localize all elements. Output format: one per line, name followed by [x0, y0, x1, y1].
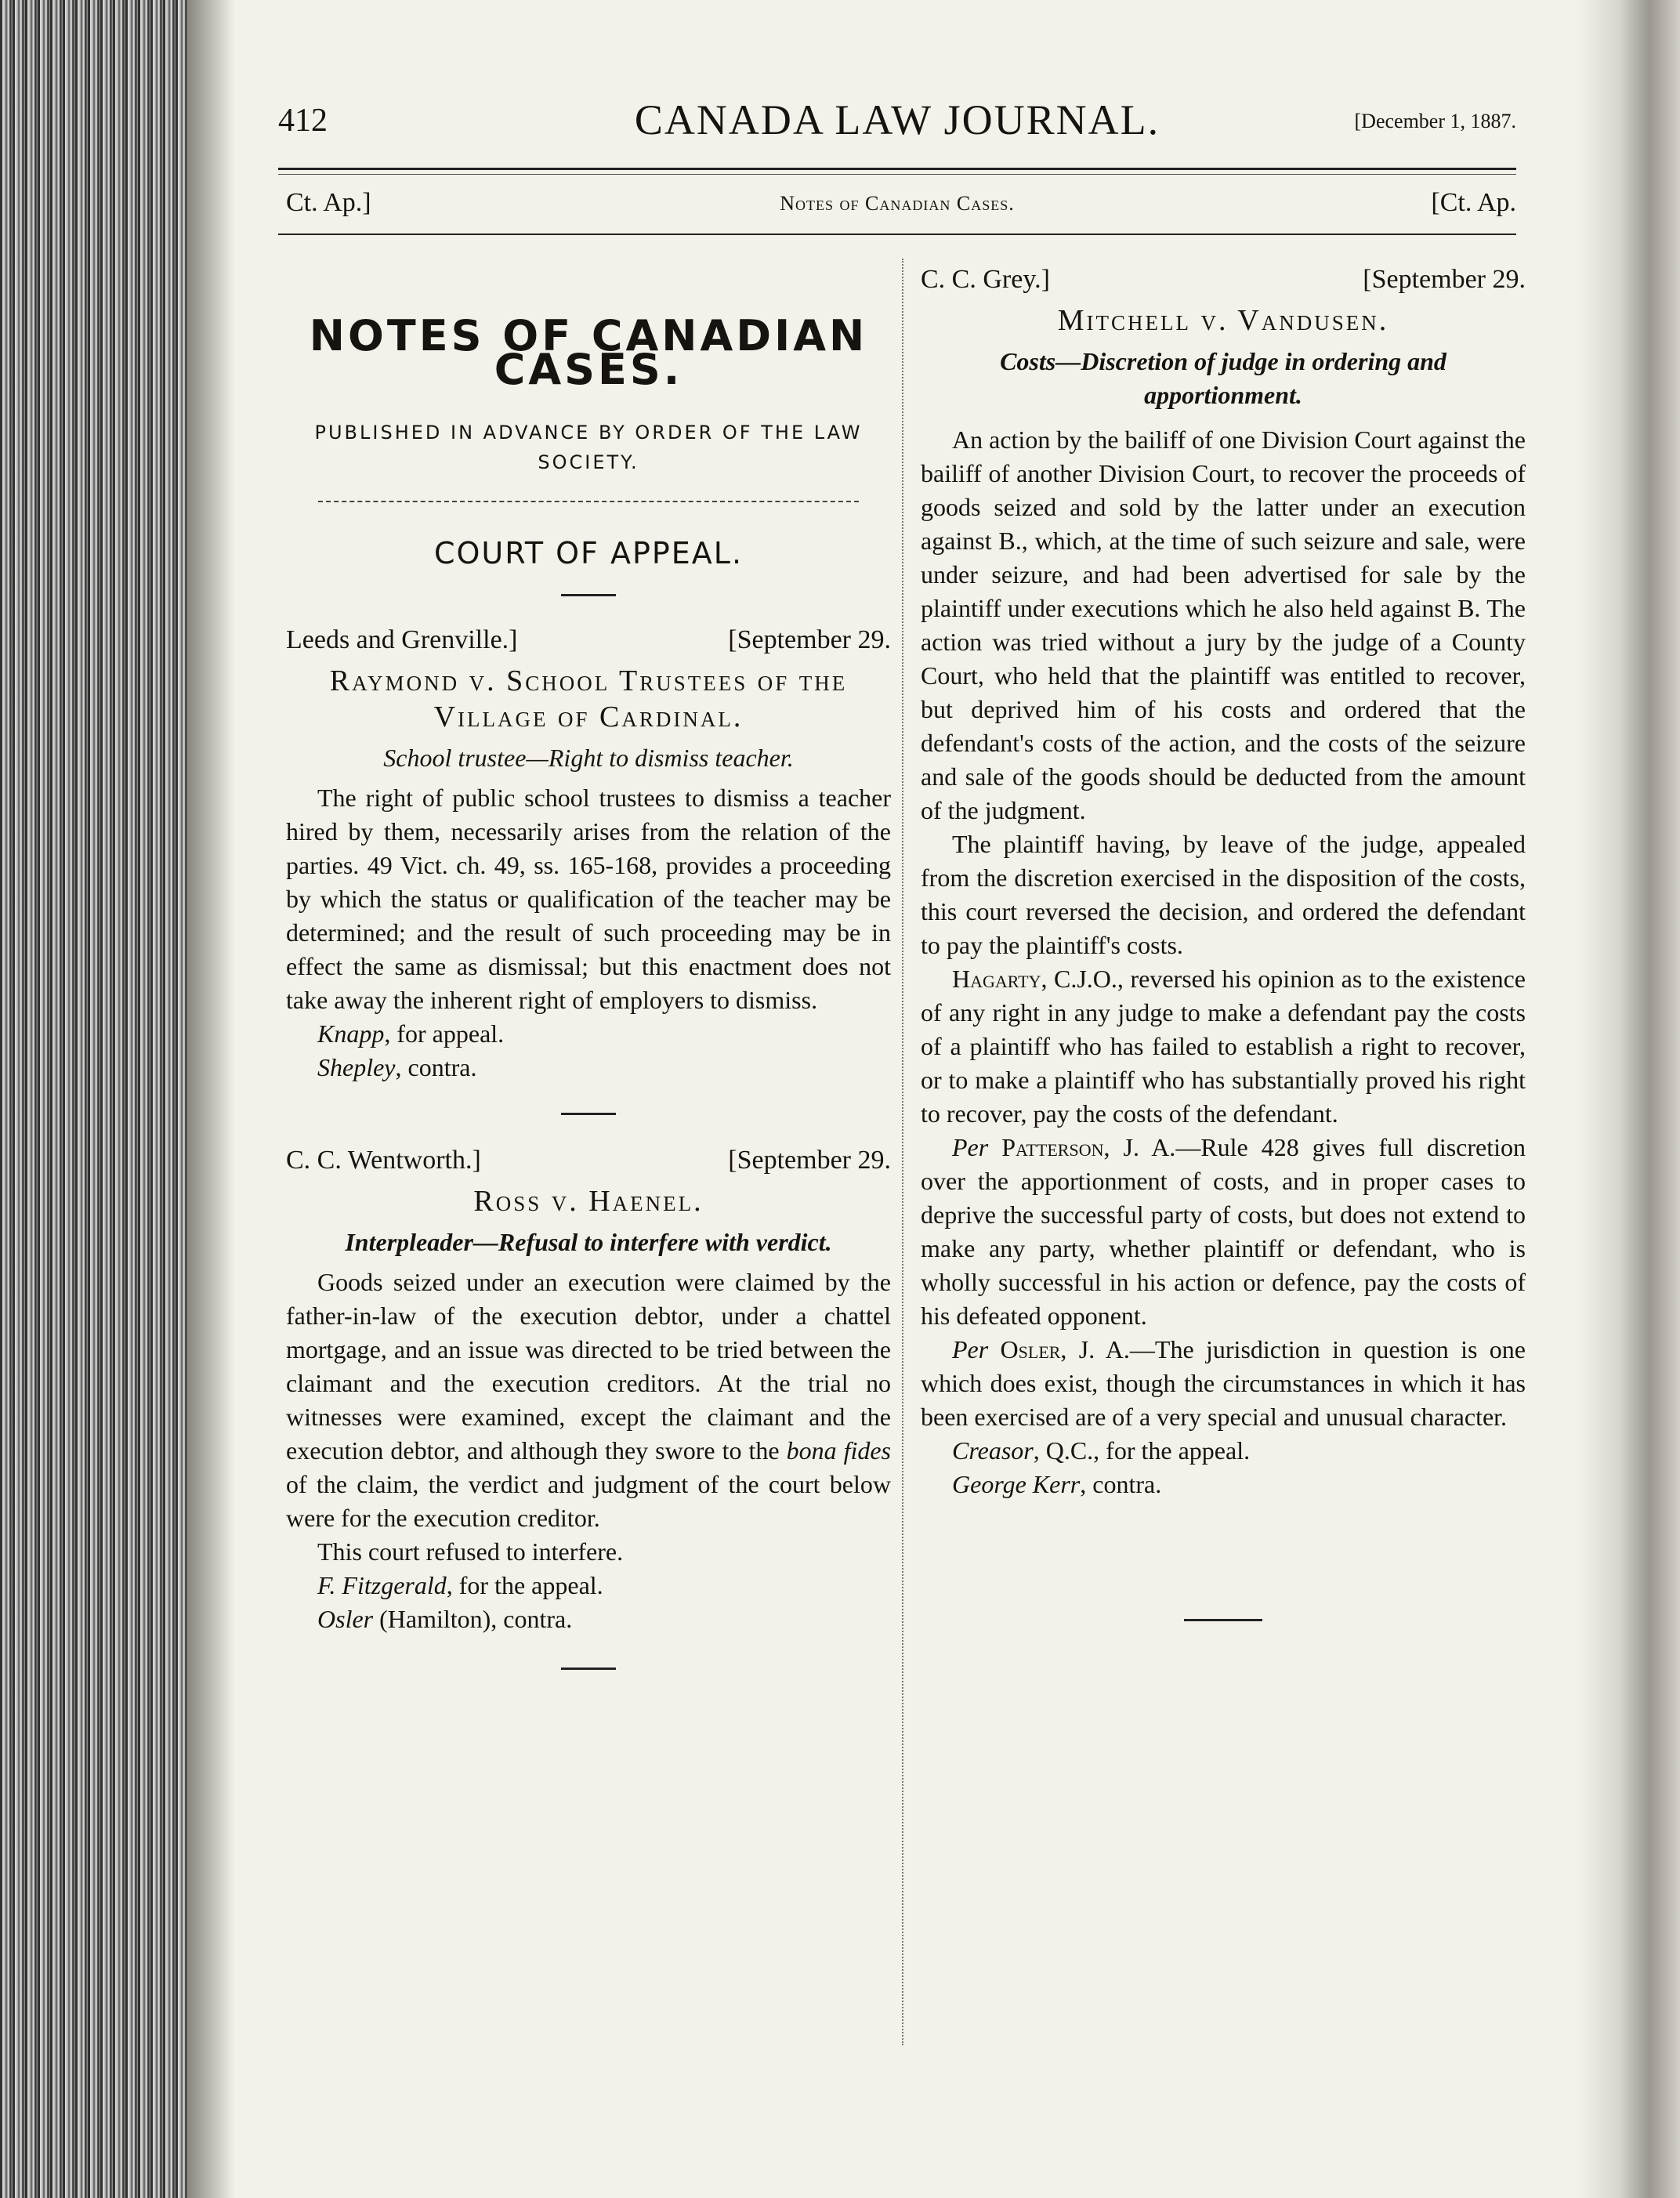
case-date: [September 29.	[1363, 265, 1526, 294]
counsel-role: , Q.C., for the appeal.	[1033, 1436, 1251, 1465]
running-head-right: [Ct. Ap.	[1431, 188, 1516, 217]
judge-name: Hagarty, C.J.O.	[952, 965, 1117, 993]
case-ross	[286, 1143, 891, 1636]
book-binding-edge	[0, 0, 188, 2198]
case-subject: Interpleader—Refusal to interfere with verdict.	[345, 1228, 832, 1256]
case-para-3	[921, 962, 1526, 1131]
judge-name: Osler, J. A.	[988, 1335, 1130, 1363]
page-number: 412	[278, 103, 328, 139]
published-note: PUBLISHED IN ADVANCE BY ORDER OF THE LAW SOCIETY.	[314, 422, 863, 473]
counsel-role: , for the appeal.	[446, 1571, 603, 1599]
court-heading: COURT OF APPEAL.	[433, 536, 744, 570]
case-venue: C. C. Grey.]	[921, 265, 1050, 294]
running-head-rule	[278, 234, 1516, 235]
header-rule-thick	[278, 168, 1516, 170]
case-body-b: of the claim, the verdict and judgment of the court below were for the execution creditor.	[286, 1470, 891, 1532]
per-label: Per	[952, 1335, 989, 1363]
counsel-name: Osler	[317, 1605, 374, 1633]
right-column	[921, 263, 1526, 1621]
case-body-italic: bona fides	[786, 1436, 892, 1465]
counsel-line	[317, 1017, 891, 1051]
counsel-role: , for appeal.	[384, 1019, 505, 1048]
counsel-name: Knapp	[317, 1019, 385, 1048]
counsel-line	[317, 1569, 891, 1602]
case-venue-row	[286, 1143, 891, 1177]
short-rule	[561, 1113, 616, 1115]
case-title: Raymond v. School Trustees of the Village of Cardinal.	[329, 664, 848, 733]
case-subject: Costs—Discretion of judge in ordering and apportionment.	[1000, 347, 1446, 409]
journal-title: CANADA LAW JOURNAL.	[634, 96, 1160, 143]
counsel-role: , contra.	[395, 1053, 477, 1081]
short-rule	[561, 594, 616, 596]
para-text: —Rule 428 gives full discretion over the apportionment of costs, and in proper cases to deprive the successful party of costs, but does not extend to make any party, whether plaintiff or defendant, who is wholly successful in his action or defence, pay the costs of his defeated opponent.	[921, 1133, 1526, 1330]
issue-date: [December 1, 1887.	[1354, 110, 1516, 132]
counsel-name: Shepley	[317, 1053, 396, 1081]
case-body	[286, 1266, 891, 1535]
counsel-role: , contra.	[1080, 1470, 1162, 1498]
case-venue: Leeds and Grenville.]	[286, 625, 518, 654]
counsel-name: F. Fitzgerald	[317, 1571, 447, 1599]
case-raymond	[286, 623, 891, 1085]
page-right-edge	[1578, 0, 1680, 2198]
left-column	[286, 270, 891, 1701]
section-title: NOTES OF CANADIAN CASES.	[309, 311, 868, 394]
case-holding: This court refused to interfere.	[317, 1537, 624, 1566]
section-divider	[318, 501, 859, 502]
case-para-1: An action by the bailiff of one Division Court against the bailiff of another Division Court, to recover the proceeds of goods seized and sold by the latter under an execution against B., which, at the time of such seizure and sale, were under seizure, and had been advertised for sale by the plaintiff under executions which he also held against B. The action was tried without a jury by the judge of a County Court, who held that the plaintiff was entitled to recover, but deprived him of his costs and ordered that the defendant's costs of the action, and the costs of the seizure and sale of the goods should be deducted from the amount of the judgment.	[921, 425, 1526, 824]
counsel-name: George Kerr	[952, 1470, 1081, 1498]
case-subject: School trustee—Right to dismiss teacher.	[383, 744, 794, 772]
journal-page	[270, 0, 1524, 2198]
case-venue-row	[921, 263, 1526, 296]
per-label: Per	[952, 1133, 989, 1161]
header-rule-thin	[278, 174, 1516, 175]
case-date: [September 29.	[728, 1146, 891, 1175]
short-rule	[1184, 1619, 1262, 1621]
running-head-center: Notes of Canadian Cases.	[780, 192, 1015, 215]
counsel-line	[952, 1434, 1526, 1468]
case-venue: C. C. Wentworth.]	[286, 1146, 481, 1175]
case-title: Ross v. Haenel.	[473, 1185, 704, 1218]
counsel-line	[952, 1468, 1526, 1501]
counsel-role: (Hamilton), contra.	[373, 1605, 573, 1633]
para-text: —The jurisdiction in question is one which does exist, though the circumstances in which it has been exercised are of a very special and unusual character.	[921, 1335, 1526, 1431]
case-para-4	[921, 1131, 1526, 1333]
counsel-name: Creasor	[952, 1436, 1034, 1465]
binding-shadow	[188, 0, 235, 2198]
case-mitchell	[921, 263, 1526, 1501]
running-head-left: Ct. Ap.]	[286, 188, 371, 217]
case-para-2: The plaintiff having, by leave of the judge, appealed from the discretion exercised in the disposition of the costs, this court reversed the decision, and ordered the defendant to pay the plaintiff's costs.	[921, 830, 1526, 959]
case-body: The right of public school trustees to dismiss a teacher hired by them, necessarily arises from the relation of the parties. 49 Vict. ch. 49, ss. 165-168, provides a proceeding by which the status or qualification of the teacher may be determined; and the result of such proceeding may be in effect the same as dismissal; but this enactment does not take away the inherent right of employers to dismiss.	[286, 784, 891, 1014]
counsel-line	[317, 1051, 891, 1085]
case-para-5	[921, 1333, 1526, 1434]
case-body-a: Goods seized under an execution were claimed by the father-in-law of the execution debtor, under a chattel mortgage, and an issue was directed to be tried between the claimant and the execution creditors. At the trial no witnesses were examined, except the claimant and the execution debtor, and although they swore to the	[286, 1268, 891, 1465]
para-text: , reversed his opinion as to the existence of any right in any judge to make a defendant pay the costs of a plaintiff who has failed to establish a right to recover, or to make a plaintiff who has substantially proved his right to recover, pay the costs of the defendant.	[921, 965, 1526, 1128]
column-divider	[902, 259, 903, 2045]
judge-name: Patterson, J. A.	[988, 1133, 1176, 1161]
counsel-line	[317, 1602, 891, 1636]
case-date: [September 29.	[728, 625, 891, 654]
short-rule	[561, 1668, 616, 1670]
case-venue-row	[286, 623, 891, 657]
case-title: Mitchell v. Vandusen.	[1057, 304, 1389, 337]
